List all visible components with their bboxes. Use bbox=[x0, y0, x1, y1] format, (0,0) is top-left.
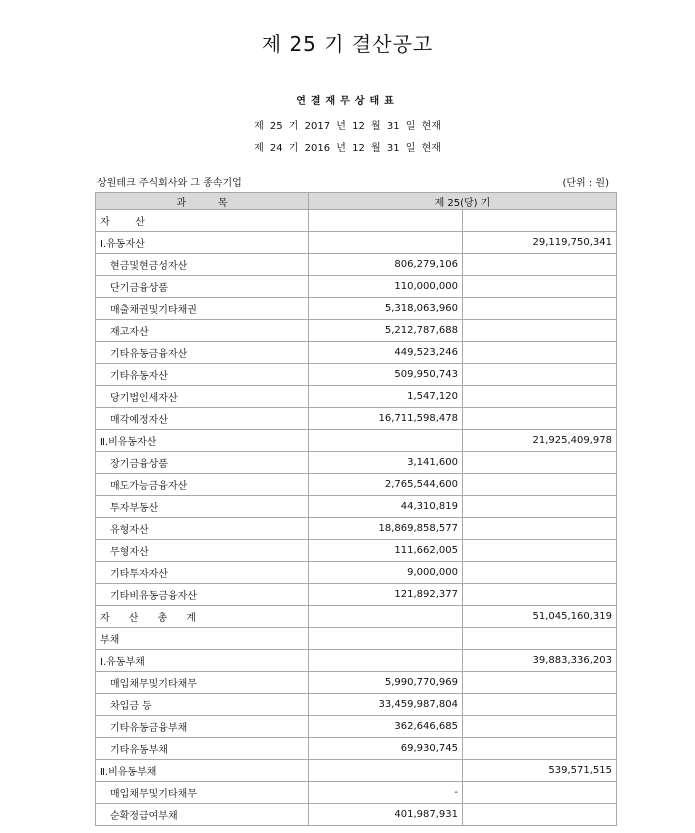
subtotal-amount bbox=[463, 628, 617, 650]
detail-amount: 401,987,931 bbox=[309, 804, 463, 826]
page-title: 제 25 기 결산공고 bbox=[261, 32, 434, 56]
detail-amount: - bbox=[309, 782, 463, 804]
account-label: 순확정급여부채 bbox=[96, 804, 309, 826]
subtotal-amount bbox=[463, 672, 617, 694]
table-row bbox=[96, 210, 617, 232]
balance-sheet-table bbox=[95, 192, 617, 826]
table-row bbox=[96, 628, 617, 650]
detail-amount: 44,310,819 bbox=[309, 496, 463, 518]
table-row bbox=[96, 540, 617, 562]
account-label: 자 산 총 계 bbox=[96, 606, 309, 628]
account-label: 기타유동자산 bbox=[96, 364, 309, 386]
account-label: 기타비유동금융자산 bbox=[96, 584, 309, 606]
table-row bbox=[96, 474, 617, 496]
subtotal-amount: 21,925,409,978 bbox=[463, 430, 617, 452]
subtotal-amount: 29,119,750,341 bbox=[463, 232, 617, 254]
table-row bbox=[96, 606, 617, 628]
table-row bbox=[96, 320, 617, 342]
detail-amount: 2,765,544,600 bbox=[309, 474, 463, 496]
subtotal-amount bbox=[463, 474, 617, 496]
account-label: 당기법인세자산 bbox=[96, 386, 309, 408]
detail-amount bbox=[309, 606, 463, 628]
table-row bbox=[96, 364, 617, 386]
account-label: 매도가능금융자산 bbox=[96, 474, 309, 496]
detail-amount: 18,869,858,577 bbox=[309, 518, 463, 540]
detail-amount bbox=[309, 430, 463, 452]
subtotal-amount: 39,883,336,203 bbox=[463, 650, 617, 672]
subtotal-amount bbox=[463, 518, 617, 540]
unit-label: (단위 : 원) bbox=[562, 178, 609, 189]
account-label: 자 산 bbox=[96, 210, 309, 232]
table-row bbox=[96, 694, 617, 716]
account-label: Ⅱ.비유동자산 bbox=[96, 430, 309, 452]
table-row bbox=[96, 342, 617, 364]
table-row bbox=[96, 738, 617, 760]
subtotal-amount bbox=[463, 364, 617, 386]
account-label: 매입채무및기타채무 bbox=[96, 782, 309, 804]
detail-amount: 5,990,770,969 bbox=[309, 672, 463, 694]
table-row bbox=[96, 298, 617, 320]
subtotal-amount bbox=[463, 694, 617, 716]
detail-amount: 121,892,377 bbox=[309, 584, 463, 606]
account-label: 기타투자자산 bbox=[96, 562, 309, 584]
subtotal-amount bbox=[463, 276, 617, 298]
account-label: 단기금융상품 bbox=[96, 276, 309, 298]
detail-amount: 33,459,987,804 bbox=[309, 694, 463, 716]
table-row bbox=[96, 496, 617, 518]
account-label: 유형자산 bbox=[96, 518, 309, 540]
header-account: 과 목 bbox=[96, 193, 309, 210]
table-row bbox=[96, 452, 617, 474]
subtotal-amount: 51,045,160,319 bbox=[463, 606, 617, 628]
detail-amount: 806,279,106 bbox=[309, 254, 463, 276]
detail-amount bbox=[309, 650, 463, 672]
subtotal-amount bbox=[463, 496, 617, 518]
subtotal-amount bbox=[463, 386, 617, 408]
statement-title: 연결재무상태표 bbox=[296, 96, 399, 107]
detail-amount: 449,523,246 bbox=[309, 342, 463, 364]
subtotal-amount bbox=[463, 782, 617, 804]
table-row bbox=[96, 562, 617, 584]
detail-amount: 110,000,000 bbox=[309, 276, 463, 298]
table-row bbox=[96, 386, 617, 408]
table-body bbox=[96, 210, 617, 826]
account-label: 투자부동산 bbox=[96, 496, 309, 518]
table-row bbox=[96, 716, 617, 738]
account-label: Ⅰ.유동부채 bbox=[96, 650, 309, 672]
table-row bbox=[96, 276, 617, 298]
subtotal-amount bbox=[463, 452, 617, 474]
table-row bbox=[96, 430, 617, 452]
subtotal-amount bbox=[463, 320, 617, 342]
detail-amount: 1,547,120 bbox=[309, 386, 463, 408]
detail-amount: 5,212,787,688 bbox=[309, 320, 463, 342]
subtotal-amount bbox=[463, 562, 617, 584]
subtotal-amount bbox=[463, 738, 617, 760]
account-label: 부채 bbox=[96, 628, 309, 650]
account-label: 매출채권및기타채권 bbox=[96, 298, 309, 320]
account-label: Ⅰ.유동자산 bbox=[96, 232, 309, 254]
table-row bbox=[96, 650, 617, 672]
subtotal-amount bbox=[463, 540, 617, 562]
detail-amount: 16,711,598,478 bbox=[309, 408, 463, 430]
table-row bbox=[96, 254, 617, 276]
table-row bbox=[96, 760, 617, 782]
account-label: 장기금융상품 bbox=[96, 452, 309, 474]
subtotal-amount: 539,571,515 bbox=[463, 760, 617, 782]
subtotal-amount bbox=[463, 298, 617, 320]
subtotal-amount bbox=[463, 408, 617, 430]
detail-amount bbox=[309, 232, 463, 254]
detail-amount: 111,662,005 bbox=[309, 540, 463, 562]
account-label: 무형자산 bbox=[96, 540, 309, 562]
table-row bbox=[96, 518, 617, 540]
company-name: 상원테크 주식회사와 그 종속기업 bbox=[97, 178, 242, 189]
account-label: 매각예정자산 bbox=[96, 408, 309, 430]
account-label: 차입금 등 bbox=[96, 694, 309, 716]
table-row bbox=[96, 232, 617, 254]
header-period: 제 25(당) 기 bbox=[309, 193, 617, 210]
table-row bbox=[96, 672, 617, 694]
subtotal-amount bbox=[463, 584, 617, 606]
account-label: 매입채무및기타채무 bbox=[96, 672, 309, 694]
account-label: Ⅱ.비유동부채 bbox=[96, 760, 309, 782]
subtotal-amount bbox=[463, 210, 617, 232]
account-label: 현금및현금성자산 bbox=[96, 254, 309, 276]
table-row bbox=[96, 782, 617, 804]
detail-amount: 509,950,743 bbox=[309, 364, 463, 386]
account-label: 재고자산 bbox=[96, 320, 309, 342]
detail-amount: 69,930,745 bbox=[309, 738, 463, 760]
table-header-row bbox=[96, 193, 617, 210]
period-prior: 제 24 기 2016 년 12 월 31 일 현재 bbox=[254, 143, 441, 154]
table-row bbox=[96, 408, 617, 430]
period-current: 제 25 기 2017 년 12 월 31 일 현재 bbox=[254, 121, 441, 132]
detail-amount bbox=[309, 628, 463, 650]
account-label: 기타유동부채 bbox=[96, 738, 309, 760]
subtotal-amount bbox=[463, 254, 617, 276]
detail-amount bbox=[309, 760, 463, 782]
account-label: 기타유동금융부채 bbox=[96, 716, 309, 738]
detail-amount: 5,318,063,960 bbox=[309, 298, 463, 320]
subtotal-amount bbox=[463, 716, 617, 738]
table-row bbox=[96, 804, 617, 826]
detail-amount: 362,646,685 bbox=[309, 716, 463, 738]
detail-amount bbox=[309, 210, 463, 232]
subtotal-amount bbox=[463, 804, 617, 826]
table-row bbox=[96, 584, 617, 606]
detail-amount: 9,000,000 bbox=[309, 562, 463, 584]
account-label: 기타유동금융자산 bbox=[96, 342, 309, 364]
subtotal-amount bbox=[463, 342, 617, 364]
detail-amount: 3,141,600 bbox=[309, 452, 463, 474]
